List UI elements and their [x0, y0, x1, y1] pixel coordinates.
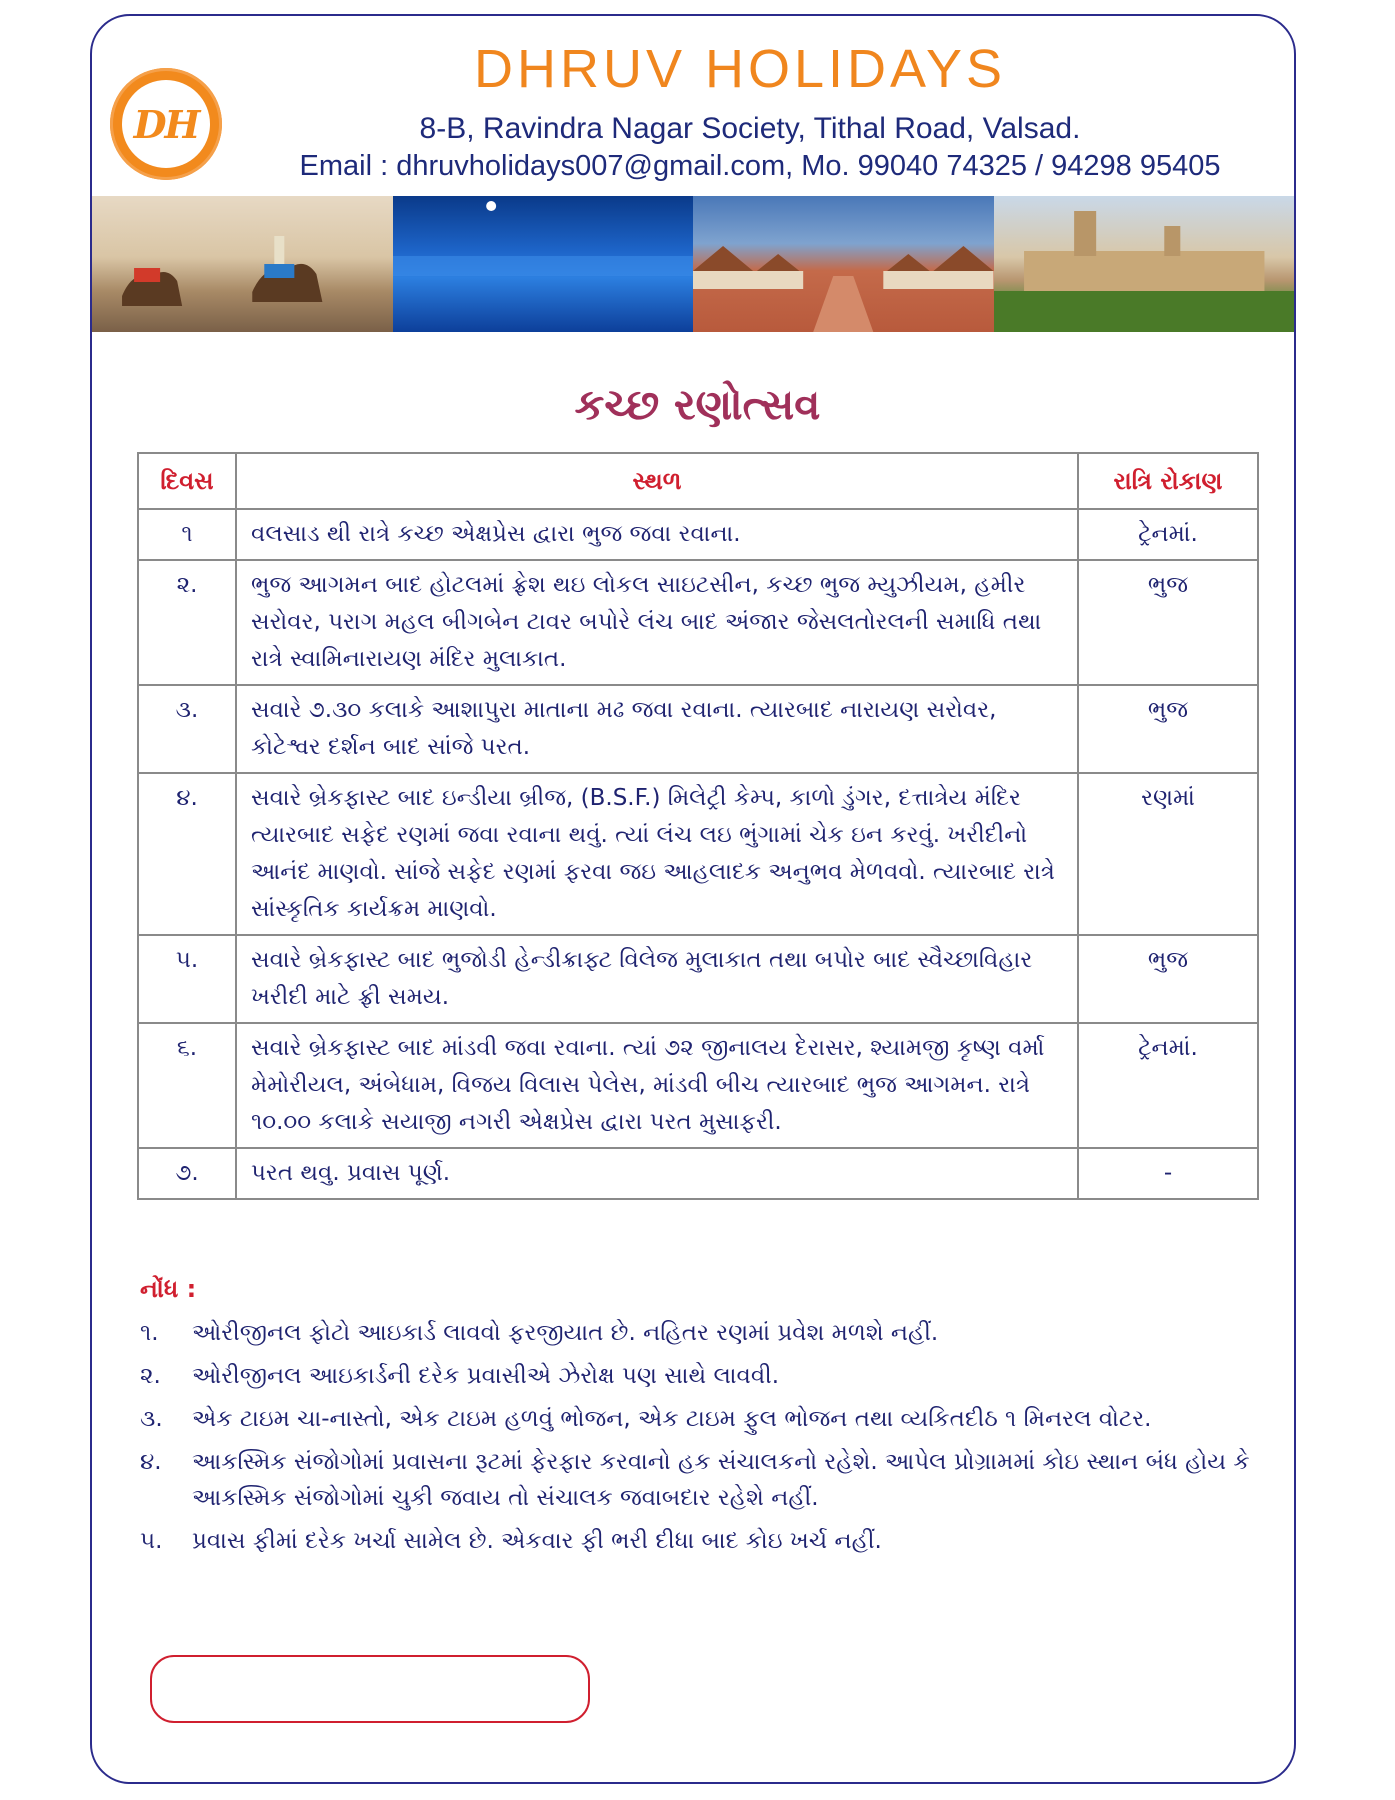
day-cell: ૪. [138, 773, 236, 935]
day-cell: ૩. [138, 685, 236, 773]
note-text: આકસ્મિક સંજોગોમાં પ્રવાસના રૂટમાં ફેરફાર કરવાનો હક સંચાલકનો રહેશે. આપેલ પ્રોગ્રામમાં કોઇ સ્થાન બંધ હોય કે આકસ્મિક સંજોગોમાં ચુકી જવાય તો સંચાલક જવાબદાર રહેશે નહીં. [192, 1449, 1250, 1511]
stay-cell: ભુજ [1078, 935, 1258, 1023]
banner-photo-camels [92, 196, 393, 332]
note-item [140, 1401, 1270, 1437]
empty-stamp-box [150, 1655, 590, 1723]
stay-cell: ભુજ [1078, 560, 1258, 685]
tour-title: કચ્છ રણોત્સવ [574, 380, 821, 429]
banner-photo-tent-city [693, 196, 994, 332]
stay-cell: - [1078, 1148, 1258, 1199]
note-text: ઓરીજીનલ આઇકાર્ડની દરેક પ્રવાસીએ ઝેરોક્ષ પણ સાથે લાવવી. [192, 1363, 780, 1389]
day-cell: ૫. [138, 935, 236, 1023]
place-cell: સવારે બ્રેકફાસ્ટ બાદ માંડવી જવા રવાના. ત્યાં ૭૨ જીનાલય દેરાસર, શ્યામજી કૃષ્ણ વર્મા મેમોરીયલ, અંબેધામ, વિજય વિલાસ પેલેસ, માંડવી બીચ ત્યારબાદ ભુજ આગમન. રાત્રે ૧૦.૦૦ કલાકે સયાજી નગરી એક્ષપ્રેસ દ્વારા પરત મુસાફરી. [236, 1023, 1078, 1148]
note-number: ૧. [140, 1320, 159, 1346]
notes-list [140, 1315, 1270, 1566]
note-item [140, 1315, 1270, 1351]
logo-text: DH [122, 80, 210, 168]
table-row [138, 685, 1258, 773]
table-row [138, 935, 1258, 1023]
day-cell: ૬. [138, 1023, 236, 1148]
header-place: સ્થળ [236, 453, 1078, 509]
banner-photo-white-desert [393, 196, 694, 332]
day-cell: ૨. [138, 560, 236, 685]
company-contact: Email : dhruvholidays007@gmail.com, Mo. 99040 74325 / 94298 95405 [299, 150, 1221, 182]
place-cell: સવારે ૭.૩૦ કલાકે આશાપુરા માતાના મઢ જવા રવાના. ત્યારબાદ નારાયણ સરોવર, કોટેશ્વર દર્શન બાદ સાંજે પરત. [236, 685, 1078, 773]
note-number: ૫. [140, 1528, 163, 1554]
stay-cell: ભુજ [1078, 685, 1258, 773]
note-text: ઓરીજીનલ ફોટો આઇકાર્ડ લાવવો ફરજીયાત છે. નહિતર રણમાં પ્રવેશ મળશે નહીં. [192, 1320, 939, 1346]
day-cell: ૭. [138, 1148, 236, 1199]
note-item [140, 1444, 1270, 1516]
place-cell: સવારે બ્રેકફાસ્ટ બાદ ભુજોડી હેન્ડીક્રાફ્ટ વિલેજ મુલાકાત તથા બપોર બાદ સ્વૈચ્છાવિહાર ખરીદી માટે ફ્રી સમય. [236, 935, 1078, 1023]
place-cell: વલસાડ થી રાત્રે કચ્છ એક્ષપ્રેસ દ્વારા ભુજ જવા રવાના. [236, 509, 1078, 560]
table-row [138, 1023, 1258, 1148]
company-name: DHRUV HOLIDAYS [473, 39, 1007, 99]
note-number: ૪. [140, 1449, 162, 1475]
header-day: દિવસ [138, 453, 236, 509]
photo-banner [92, 196, 1294, 332]
company-logo [110, 68, 222, 180]
note-number: ૨. [140, 1363, 161, 1389]
company-address: 8-B, Ravindra Nagar Society, Tithal Road, Valsad. [419, 112, 1081, 145]
header-night-stay: રાત્રિ રોકાણ [1078, 453, 1258, 509]
notes-heading: નોંધ : [140, 1275, 197, 1303]
day-cell: ૧ [138, 509, 236, 560]
note-item [140, 1358, 1270, 1394]
table-row [138, 560, 1258, 685]
place-cell: ભુજ આગમન બાદ હોટલમાં ફ્રેશ થઇ લોકલ સાઇટસીન, કચ્છ ભુજ મ્યુઝીયમ, હમીર સરોવર, પરાગ મહલ બીગબેન ટાવર બપોરે લંચ બાદ અંજાર જેસલતોરલની સમાધિ તથા રાત્રે સ્વામિનારાયણ મંદિર મુલાકાત. [236, 560, 1078, 685]
table-row [138, 773, 1258, 935]
note-item [140, 1523, 1270, 1559]
place-cell: પરત થવુ. પ્રવાસ પૂર્ણ. [236, 1148, 1078, 1199]
banner-photo-palace [994, 196, 1295, 332]
itinerary-table [137, 452, 1259, 1200]
note-number: ૩. [140, 1406, 163, 1432]
note-text: પ્રવાસ ફીમાં દરેક ખર્ચા સામેલ છે. એકવાર ફી ભરી દીધા બાદ કોઇ ખર્ચ નહીં. [192, 1528, 882, 1554]
stay-cell: રણમાં [1078, 773, 1258, 935]
table-header-row [138, 453, 1258, 509]
stay-cell: ટ્રેનમાં. [1078, 1023, 1258, 1148]
place-cell: સવારે બ્રેકફાસ્ટ બાદ ઇન્ડીયા બ્રીજ, (B.S.F.) મિલેટ્રી કેમ્પ, કાળો ડુંગર, દત્તાત્રેય મંદિર ત્યારબાદ સફેદ રણમાં જવા રવાના થવું. ત્યાં લંચ લઇ ભુંગામાં ચેક ઇન કરવું. ખરીદીનો આનંદ માણવો. સાંજે સફેદ રણમાં ફરવા જઇ આહલાદક અનુભવ મેળવવો. ત્યારબાદ રાત્રે સાંસ્કૃતિક કાર્યક્રમ માણવો. [236, 773, 1078, 935]
table-row [138, 1148, 1258, 1199]
note-text: એક ટાઇમ ચા-નાસ્તો, એક ટાઇમ હળવું ભોજન, એક ટાઇમ ફુલ ભોજન તથા વ્યકિતદીઠ ૧ મિનરલ વોટર. [192, 1406, 1152, 1432]
table-row [138, 509, 1258, 560]
stay-cell: ટ્રેનમાં. [1078, 509, 1258, 560]
